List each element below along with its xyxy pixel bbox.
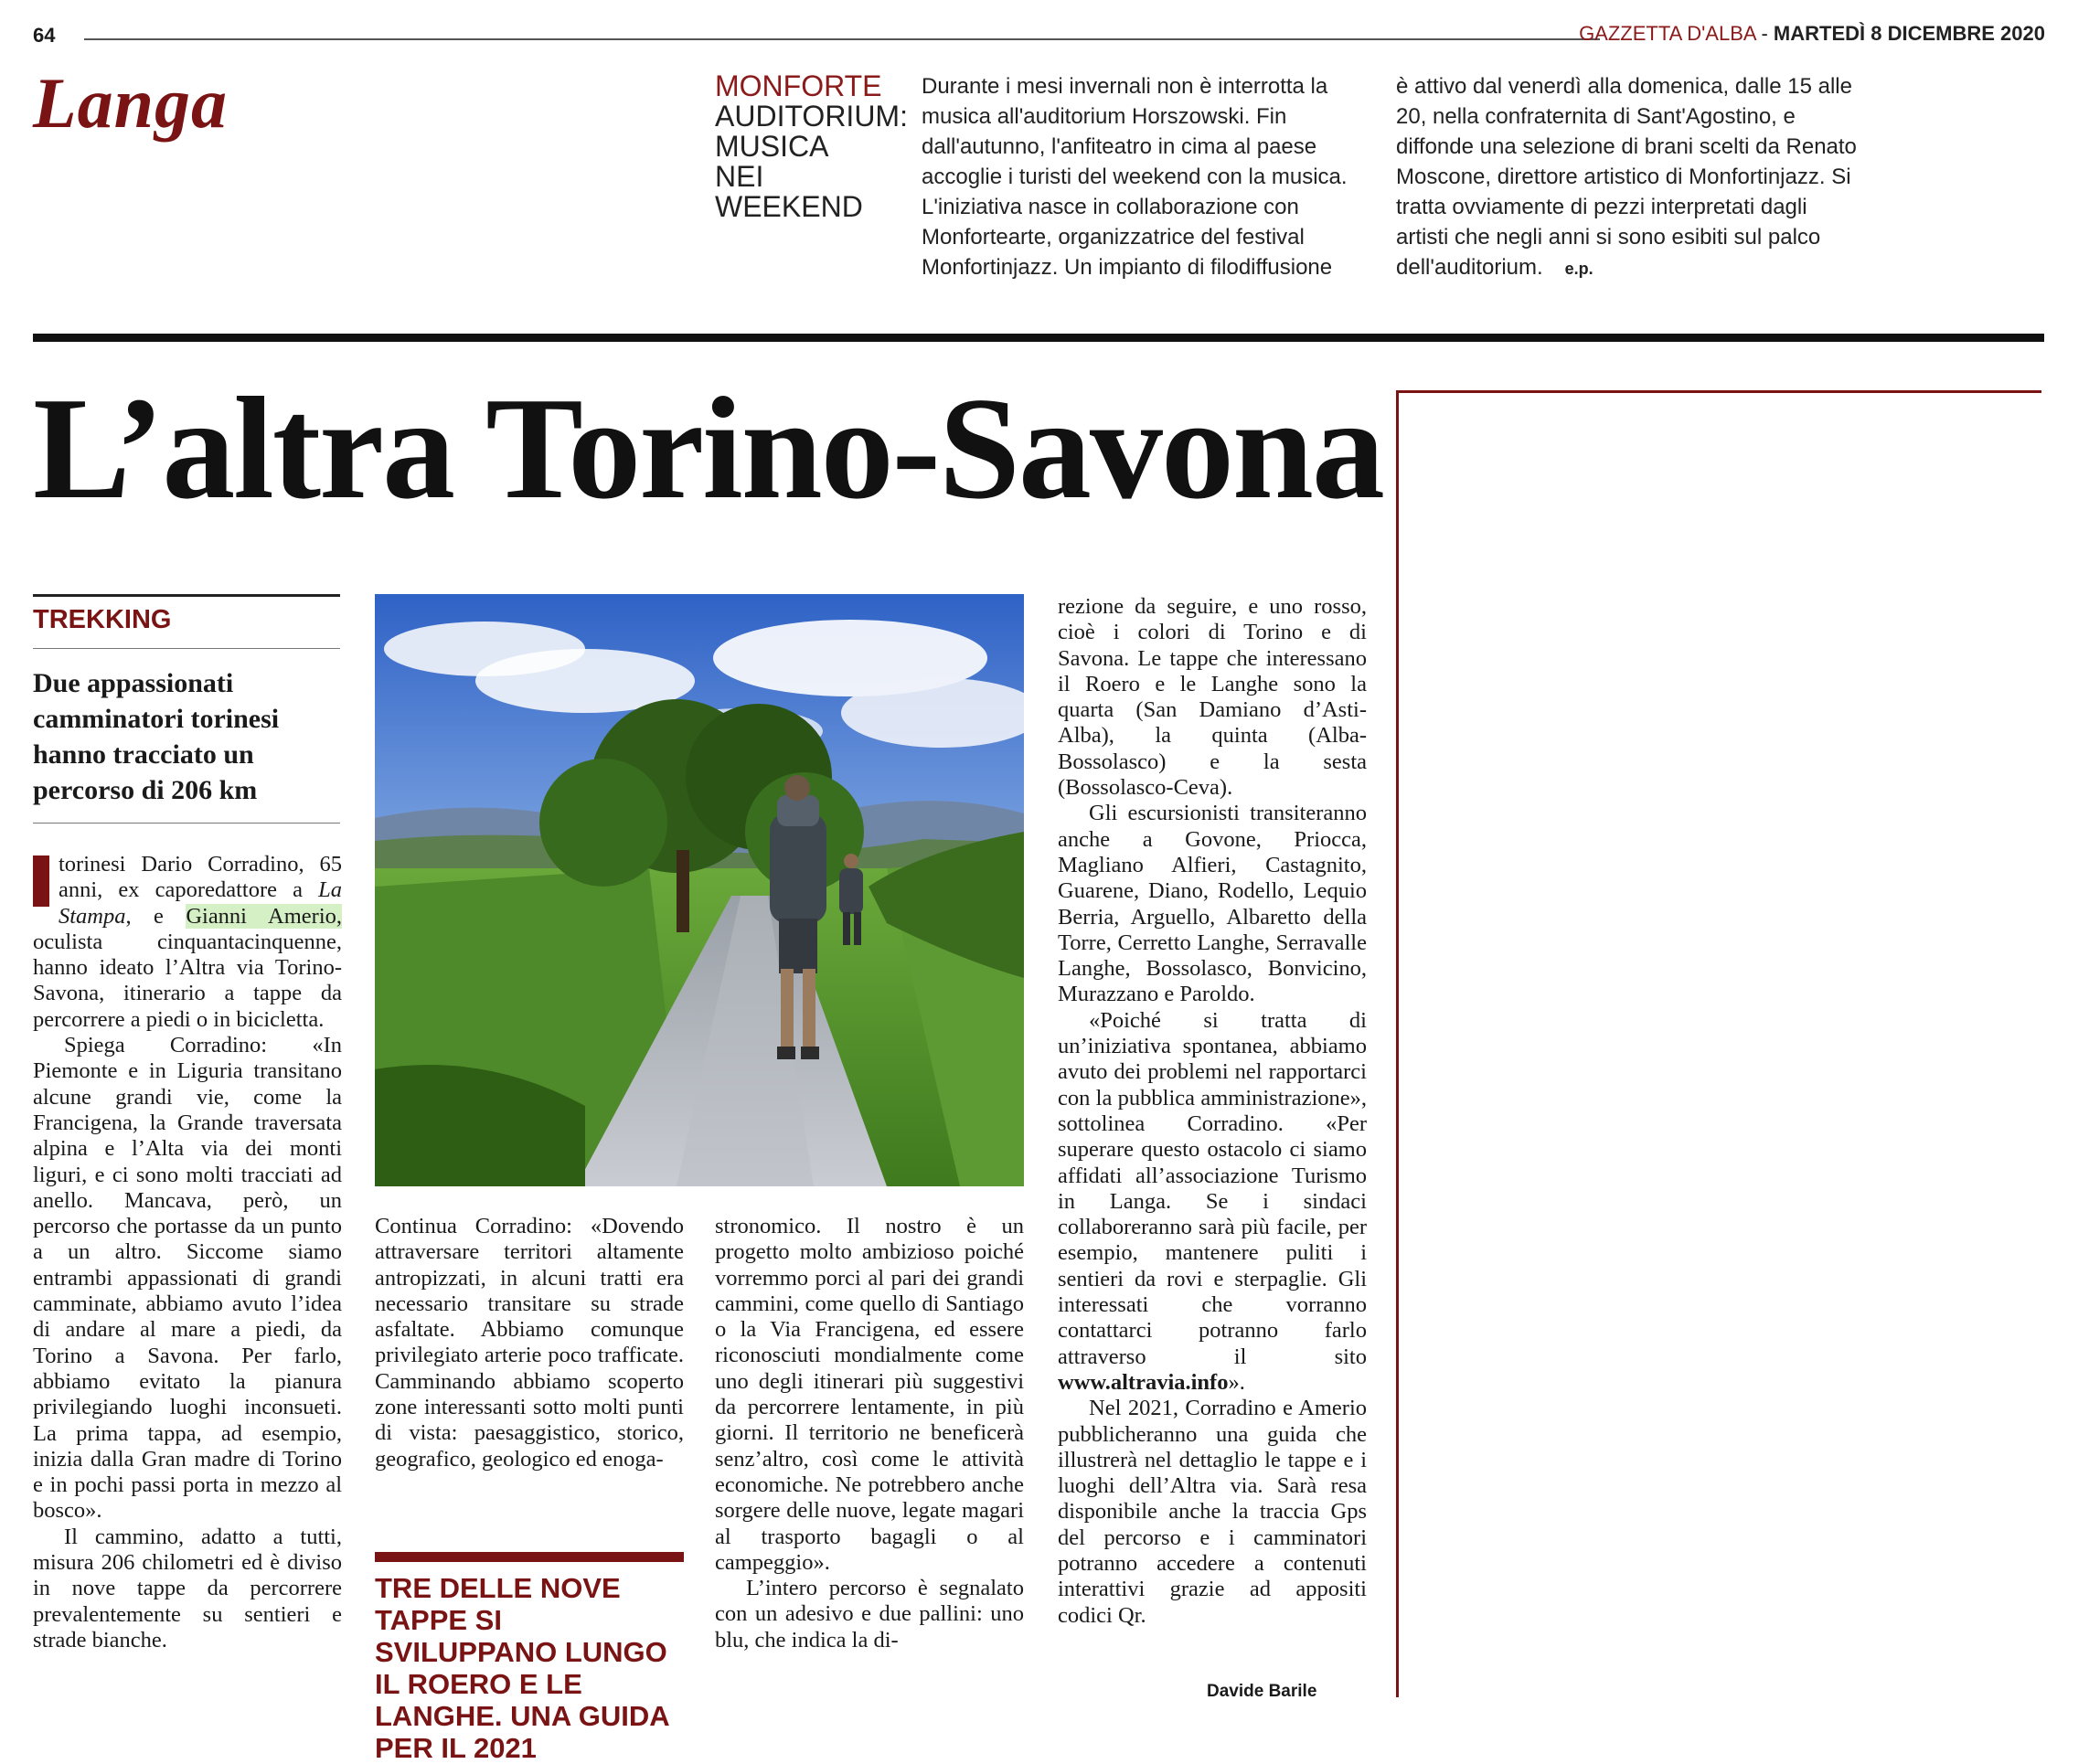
page-number: 64 (33, 24, 56, 47)
paragraph: stronomico. Il nostro è un progetto molto ambizioso poiché vorremmo porci al pari dei grandi cammini, come quello di Santiago o la Via Francigena, ed essere riconosciuti mondialmente come uno degli itinerari più suggestivi da percorrere lentamente, in più giorni. Il territorio ne beneficerà senz’altro, così come le attività economiche. Ne potrebbero anche sorgere delle nuove, legate magari al trasporto bagagli o al campeggio». (715, 1214, 1024, 1575)
article-column-4 (1058, 594, 1367, 1629)
masthead-separator: - (1755, 22, 1774, 45)
advertisement-frame (1396, 390, 2041, 1697)
section-title: Langa (33, 63, 229, 143)
paragraph: Continua Corradino: «Dovendo attraversare territori altamente antropizzati, in alcuni tratti era necessario transitare su strade asfaltate. Abbiamo comunque privilegiato arterie poco trafficate. Camminando abbiamo scoperto zone interessanti sotto molti punti di vista: paesaggistico, storico, geografico, geologico ed enoga- (375, 1214, 684, 1472)
header-rule (84, 38, 1600, 40)
brief-title-place: MONFORTE (715, 69, 882, 102)
publication-name: GAZZETTA D'ALBA (1579, 22, 1756, 45)
hikers-photo-illustration (375, 594, 1024, 1186)
paragraph: Il cammino, adatto a tutti, misura 206 chilometri ed è diviso in nove tappe da percorrere prevalentemente su sentieri e strade bianche. (33, 1524, 342, 1652)
pull-quote: TRE DELLE NOVE TAPPE SI SVILUPPANO LUNGO IL ROERO E LE LANGHE. UNA GUIDA PER IL 2021 (375, 1572, 669, 1764)
article-photo (375, 594, 1024, 1186)
article-headline: L’altra Torino-Savona (33, 367, 1383, 529)
masthead (1579, 22, 2045, 46)
paragraph: L’intero percorso è segnalato con un adesivo e due pallini: uno blu, che indica la di- (715, 1576, 1024, 1652)
newspaper-name: La Stampa (59, 877, 342, 929)
article-byline: Davide Barile (1207, 1682, 1317, 1701)
brief-column-2-text: è attivo dal venerdì alla domenica, dalle 15 alle 20, nella confraternita di Sant'Agostino, e diffonde una selezione di brani scelti da Renato Moscone, direttore artistico di Monfortinjazz. Si tratta ovviamente di pezzi interpretati dagli artisti che negli anni si sono esibiti sul palco dell'auditorium. (1396, 74, 1857, 280)
brief-title-text: AUDITORIUM: MUSICA NEI WEEKEND (715, 100, 908, 223)
article-column-3 (715, 1214, 1024, 1653)
brief-signature: e.p. (1564, 260, 1593, 278)
article-column-1 (33, 852, 342, 1653)
article-kicker: TREKKING (33, 605, 172, 634)
deck-rule (33, 823, 340, 824)
section-divider (33, 334, 2044, 342)
brief-column-1: Durante i mesi invernali non è interrotta la musica all'auditorium Horszowski. Fin dall'autunno, l'anfiteatro in cima al paese accoglie i turisti del weekend con la musica. L'iniziativa nasce in collaborazione con Monfortearte, organizzatrice del festival Monfortinjazz. Un impianto di filodiffusione (922, 74, 1348, 280)
website-link[interactable]: www.altravia.info (1058, 1369, 1229, 1395)
pullquote-bar (375, 1552, 684, 1562)
paragraph: Spiega Corradino: «In Piemonte e in Liguria transitano alcune grandi vie, come la Francigena, la Grande traversata alpina e l’Alta via dei monti liguri, e ci sono molti tracciati ad anello. Mancava, però, un percorso che portasse da un punto a un altro. Siccome siamo entrambi appassionati di grandi camminate, abbiamo avuto l’idea di andare al mare a piedi, da Torino a Savona. Per farlo, abbiamo evitato la pianura privilegiando luoghi inconsueti. La prima tappa, ad esempio, inizia dalla Gran madre di Torino e in pochi passi porta in mezzo al bosco». (33, 1033, 342, 1524)
paragraph: Gli escursionisti transiteranno anche a Govone, Priocca, Magliano Alfieri, Castagnito, Guarene, Diano, Rodello, Lequio Berria, Arguello, Albaretto della Torre, Cerretto Langhe, Serravalle Langhe, Bossolasco, Bonvicino, Murazzano e Paroldo. (1058, 801, 1367, 1007)
drop-cap-bar (33, 855, 49, 907)
highlighted-name: Gianni Amerio, (186, 903, 343, 929)
issue-date: MARTEDÌ 8 DICEMBRE 2020 (1773, 22, 2045, 45)
brief-title (715, 69, 908, 223)
article-deck: Due appassionati camminatori torinesi hanno tracciato un percorso di 206 km (33, 668, 280, 805)
brief-column-2 (1396, 71, 1858, 284)
paragraph: torinesi Dario Corradino, 65 anni, ex caporedattore a La Stampa, e Gianni Amerio, oculista cinquantacinquenne, hanno ideato l’Altra via Torino-Savona, itinerario a tappe da percorrere a piedi o in bicicletta. (33, 852, 343, 1032)
paragraph: Nel 2021, Corradino e Amerio pubblicheranno una guida che illustrerà nel dettaglio le tappe e i luoghi dell’Altra via. Sarà resa disponibile anche la traccia Gps del percorso e i camminatori potranno accedere a contenuti interattivi grazie ad appositi codici Qr. (1058, 1396, 1367, 1628)
article-column-2 (375, 1214, 684, 1472)
paragraph: rezione da seguire, e uno rosso, cioè i colori di Torino e di Savona. Le tappe che interessano il Roero e le Langhe sono la quarta (San Damiano d’Asti-Alba), la quinta (Alba-Bossolasco) e la sesta (Bossolasco-Ceva). (1058, 594, 1367, 801)
paragraph: «Poiché si tratta di un’iniziativa spontanea, abbiamo avuto dei problemi nel rapportarci con la pubblica amministrazione», sottolinea Corradino. «Per superare questo ostacolo ci siamo affidati all’associazione Turismo in Langa. Se i sindaci collaboreranno sarà più facile, per esempio, mantenere puliti i sentieri da rovi e sterpaglie. Gli interessati che vorranno contattarci potranno farlo attraverso il sito www.altravia.info». (1058, 1007, 1367, 1395)
kicker-rule (33, 648, 340, 649)
kicker-top-rule (33, 594, 340, 597)
